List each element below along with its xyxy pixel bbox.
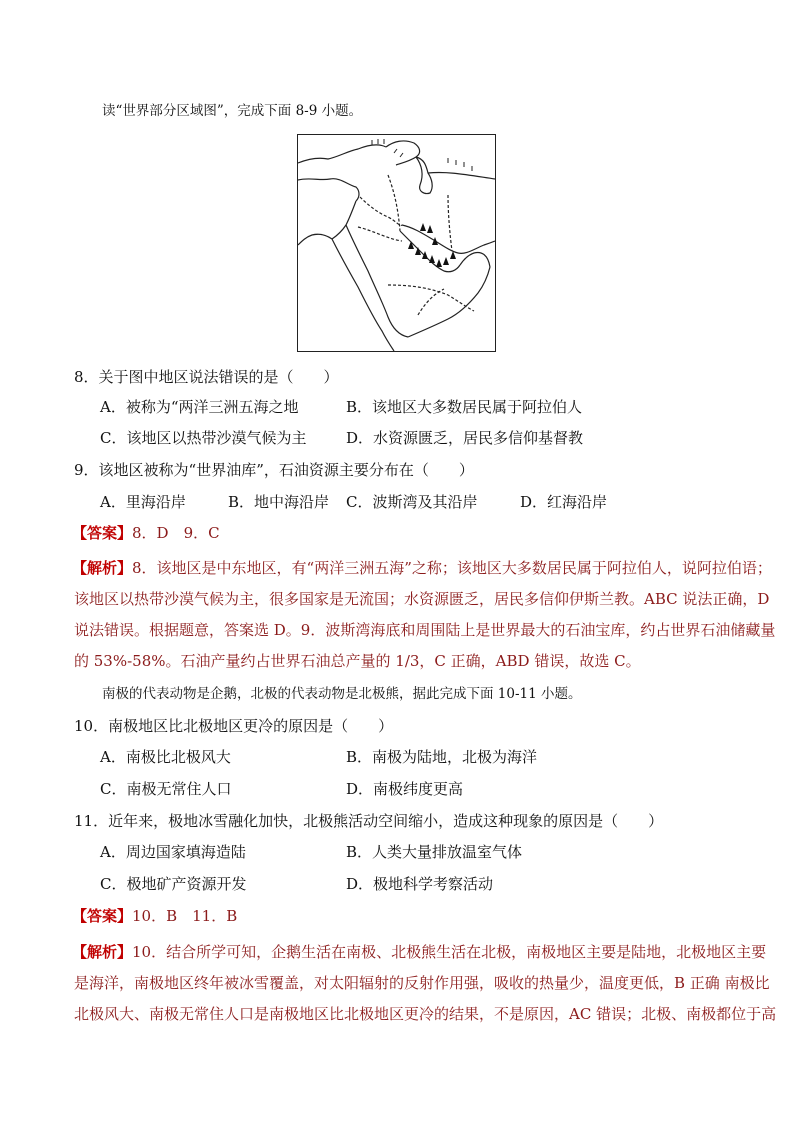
answer-tag: 【答案】 — [72, 524, 133, 542]
analysis-tag-2: 【解析】 — [72, 943, 133, 961]
answer-1 — [72, 523, 220, 543]
analysis-2-line-2: 是海洋，南极地区终年被冰雪覆盖，对太阳辐射的反射作用强，吸收的热量少，温度更低，B 正确 南极比 — [74, 974, 770, 992]
q9-option-b: B．地中海沿岸 — [228, 493, 330, 511]
intro-text-2: 南极的代表动物是企鹅，北极的代表动物是北极熊，据此完成下面 10-11 小题。 — [102, 686, 582, 702]
q8-option-c: C．该地区以热带沙漠气候为主 — [100, 429, 307, 447]
intro-text-1: 读“世界部分区域图”，完成下面 8-9 小题。 — [102, 103, 363, 119]
answer-tag-2: 【答案】 — [72, 907, 133, 925]
q10-option-b: B．南极为陆地，北极为海洋 — [346, 748, 538, 766]
analysis-1-line-4: 的 53%-58%。石油产量约占世界石油总产量的 1/3，C 正确，ABD 错误，故选 C。 — [74, 652, 641, 670]
question-9-stem: 9．该地区被称为“世界油库”，石油资源主要分布在（ ） — [74, 461, 474, 479]
analysis-2 — [72, 937, 777, 1030]
question-11-stem: 11．近年来，极地冰雪融化加快，北极熊活动空间缩小，造成这种现象的原因是（ ） — [74, 812, 664, 830]
q9-option-d: D．红海沿岸 — [520, 493, 608, 511]
analysis-1-line-3: 说法错误。根据题意，答案选 D。9．波斯湾海底和周围陆上是世界最大的石油宝库，约占世界石油储藏量 — [74, 621, 776, 639]
q8-option-a: A．被称为“两洋三洲五海之地 — [100, 398, 299, 416]
q11-option-d: D．极地科学考察活动 — [346, 875, 494, 893]
analysis-1-line-1 — [72, 553, 772, 584]
question-8-stem: 8．关于图中地区说法错误的是（ ） — [74, 368, 339, 386]
q9-option-a: A．里海沿岸 — [100, 493, 186, 511]
answer-value-2: 10．B 11．B — [132, 907, 238, 925]
q9-option-c: C．波斯湾及其沿岸 — [346, 493, 478, 511]
q8-option-b: B．该地区大多数居民属于阿拉伯人 — [346, 398, 583, 416]
analysis-1 — [72, 553, 776, 677]
analysis-tag: 【解析】 — [72, 559, 133, 577]
answer-value: 8．D 9．C — [132, 524, 220, 542]
analysis-2-text-1: 10．结合所学可知，企鹅生活在南极、北极熊生活在北极，南极地区主要是陆地，北极地区主要 — [132, 943, 767, 961]
q11-option-a: A．周边国家填海造陆 — [100, 843, 246, 861]
analysis-2-line-1 — [72, 937, 767, 968]
q10-option-a: A．南极比北极风大 — [100, 748, 231, 766]
analysis-1-line-2: 该地区以热带沙漠气候为主，很多国家是无流国；水资源匮乏，居民多信仰伊斯兰教。ABC 说法正确，D — [74, 590, 770, 608]
question-10-stem: 10．南极地区比北极地区更冷的原因是（ ） — [74, 717, 394, 735]
q10-option-c: C．南极无常住人口 — [100, 780, 232, 798]
analysis-1-text-1: 8．该地区是中东地区，有“两洋三洲五海”之称；该地区大多数居民属于阿拉伯人，说阿拉伯语； — [132, 559, 772, 577]
answer-2 — [72, 906, 237, 926]
q11-option-c: C．极地矿产资源开发 — [100, 875, 247, 893]
q10-option-d: D．南极纬度更高 — [346, 780, 464, 798]
q11-option-b: B．人类大量排放温室气体 — [346, 843, 523, 861]
middle-east-map — [297, 134, 496, 352]
analysis-2-line-3: 北极风大、南极无常住人口是南极地区比北极地区更冷的结果，不是原因，AC 错误；北极、南极都位于高 — [74, 1005, 777, 1023]
q8-option-d: D．水资源匮乏，居民多信仰基督教 — [346, 429, 584, 447]
map-drawing — [298, 135, 495, 351]
